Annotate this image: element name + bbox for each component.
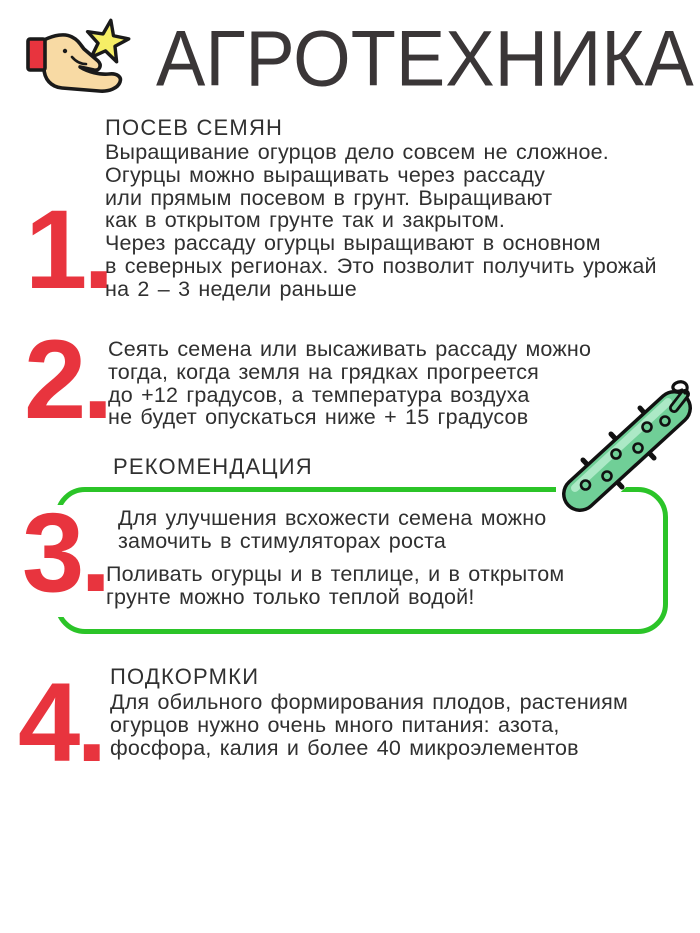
section-4-text: Для обильного формирования плодов, растениям огурцов нужно очень много питания: азота, фосфора, калия и более 40 микроэлементов (110, 690, 628, 760)
cucumber-icon (556, 378, 700, 518)
section-1-number: 1. (25, 187, 111, 312)
hand-offering-star-icon (14, 6, 138, 104)
section-1-text: Выращивание огурцов дело совсем не сложное. Огурцы можно выращивать через рассаду или прямым посевом в грунт. Выращивают как в открытом грунте так и закрытом. Через рассаду огурцы выращивают в основном в северных регионах. Это позволит получить урожай на 2 – 3 недели раньше (105, 140, 657, 301)
recommendation-text-2: Поливать огурцы и в теплице, и в открытом грунте можно только теплой водой! (106, 562, 565, 609)
recommendation-heading: РЕКОМЕНДАЦИЯ (113, 454, 313, 479)
section-3-number: 3. (22, 490, 108, 615)
recommendation-text-1: Для улучшения всхожести семена можно замочить в стимуляторах роста (118, 506, 547, 553)
section-1-heading: ПОСЕВ СЕМЯН (105, 115, 284, 140)
section-2-number: 2. (24, 317, 110, 442)
page-title: АГРОТЕХНИКА (156, 14, 694, 103)
section-4-number: 4. (18, 660, 104, 785)
section-2-text: Сеять семена или высаживать рассаду можно тогда, когда земля на грядках прогреется до +12 градусов, а температура воздуха не будет опускаться ниже + 15 градусов (108, 337, 592, 430)
section-4-heading: ПОДКОРМКИ (110, 664, 260, 689)
